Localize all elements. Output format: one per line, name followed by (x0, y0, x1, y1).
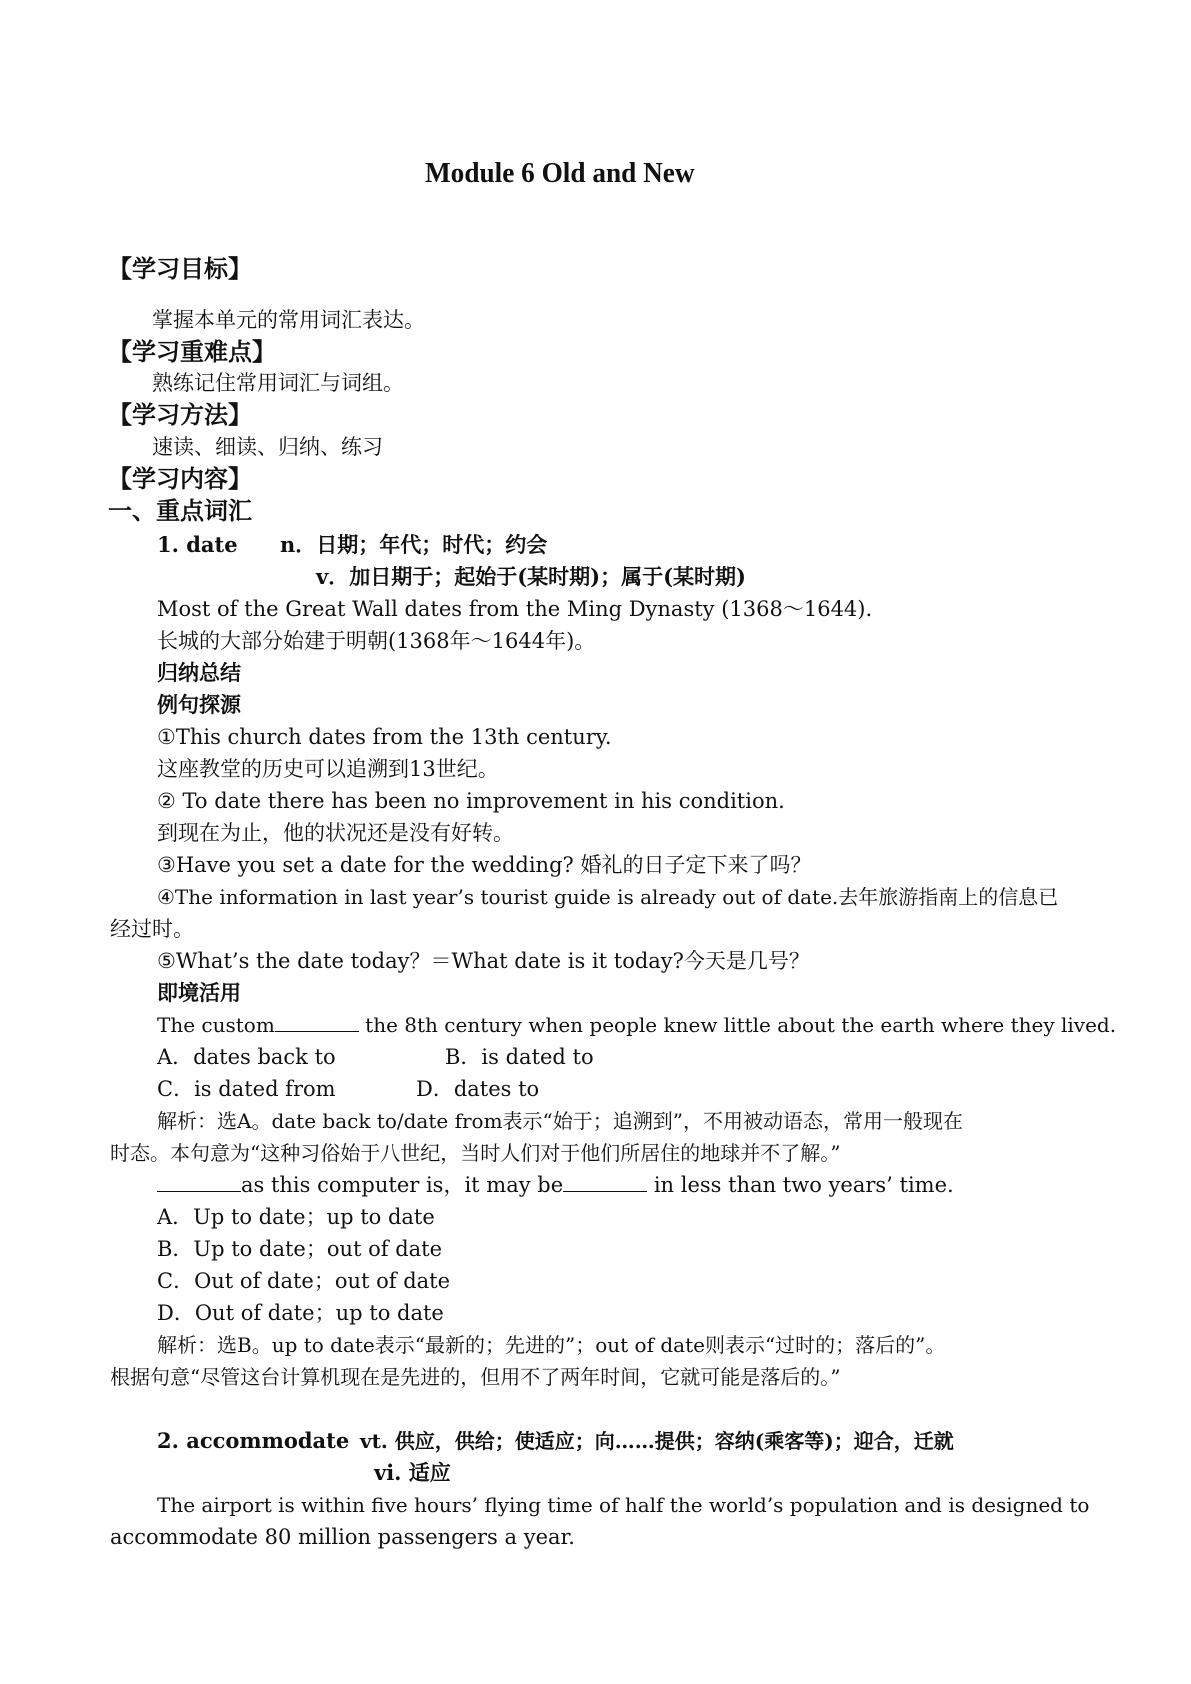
method-text: 速读、细读、归纳、练习 (152, 435, 383, 459)
summary-heading: 归纳总结 (157, 661, 241, 685)
q1-answer-line2: 时态。本句意为“这种习俗始于八世纪，当时人们对于他们所居住的地球并不了解。” (110, 1141, 841, 1165)
objective-text: 掌握本单元的常用词汇表达。 (152, 308, 425, 332)
method-heading: 【学习方法】 (108, 401, 252, 429)
answer-blank (275, 1013, 359, 1032)
example-3: ③Have you set a date for the wedding? 婚礼的日子定下来了吗？ (157, 853, 812, 877)
question-2 (157, 1170, 954, 1200)
word1-term: 1. date (157, 532, 238, 557)
difficulty-heading: 【学习重难点】 (108, 338, 276, 366)
word2-example-line2: accommodate 80 million passengers a year. (110, 1525, 575, 1549)
q1-option-a: A．dates back to (157, 1045, 336, 1069)
practice-heading: 即境活用 (157, 981, 241, 1005)
q1-answer-line1: 解析：选A。date back to/date from表示“始于；追溯到”，不用被动语态，常用一般现在 (157, 1109, 963, 1133)
question-1-part2: the 8th century when people knew little about the earth where they lived. (358, 1013, 1117, 1037)
word1-def-verb: v．加日期于；起始于(某时期)；属于(某时期) (316, 564, 746, 589)
question-2-part2: in less than two years’ time. (647, 1173, 954, 1197)
vocab-heading: 一、重点词汇 (108, 497, 252, 525)
q2-option-d: D．Out of date；up to date (157, 1301, 444, 1325)
example-2-zh: 到现在为止，他的状况还是没有好转。 (157, 821, 514, 845)
q1-option-b: B．is dated to (445, 1045, 594, 1069)
word1-example-en: Most of the Great Wall dates from the Ming Dynasty (1368～1644). (157, 597, 873, 621)
objective-heading: 【学习目标】 (108, 255, 252, 283)
q2-option-a: A．Up to date；up to date (157, 1205, 435, 1229)
page-title: Module 6 Old and New (424, 157, 695, 189)
answer-blank (563, 1173, 647, 1192)
source-heading: 例句探源 (157, 693, 241, 717)
q2-option-c: C．Out of date；out of date (157, 1269, 451, 1293)
question-2-part1: as this computer is，it may be (241, 1173, 564, 1197)
difficulty-text: 熟练记住常用词汇与词组。 (152, 371, 404, 395)
word2-term: 2. accommodate (157, 1428, 350, 1453)
word1-example-zh: 长城的大部分始建于明朝(1368年～1644年)。 (157, 629, 596, 653)
question-1-part1: The custom (157, 1013, 275, 1037)
q1-option-d: D．dates to (416, 1077, 540, 1101)
example-1-zh: 这座教堂的历史可以追溯到13世纪。 (157, 757, 499, 781)
example-1-en: ①This church dates from the 13th century. (157, 725, 612, 749)
word2-example-line1: The airport is within five hours’ flying time of half the world’s population and is designed to (157, 1493, 1090, 1517)
example-4-line2: 经过时。 (110, 917, 194, 941)
content-heading: 【学习内容】 (108, 465, 252, 493)
word2-def-vi: vi. 适应 (374, 1460, 451, 1485)
word2-def-vt: vt. 供应，供给；使适应；向……提供；容纳(乘客等)；迎合，迁就 (360, 1429, 954, 1453)
word1-def-noun: n．日期；年代；时代；约会 (280, 532, 548, 557)
question-1 (157, 1010, 1116, 1040)
example-5: ⑤What’s the date today？＝What date is it today?今天是几号？ (157, 949, 810, 973)
answer-blank (157, 1173, 241, 1192)
q1-option-c: C．is dated from (157, 1077, 336, 1101)
q2-option-b: B．Up to date；out of date (157, 1237, 443, 1261)
example-4-line1: ④The information in last year’s tourist guide is already out of date.去年旅游指南上的信息已 (157, 885, 1059, 909)
q2-answer-line1: 解析：选B。up to date表示“最新的；先进的”；out of date则表示“过时的；落后的”。 (157, 1333, 946, 1357)
q2-answer-line2: 根据句意“尽管这台计算机现在是先进的，但用不了两年时间，它就可能是落后的。” (110, 1365, 841, 1389)
example-2-en: ② To date there has been no improvement in his condition. (157, 789, 785, 813)
